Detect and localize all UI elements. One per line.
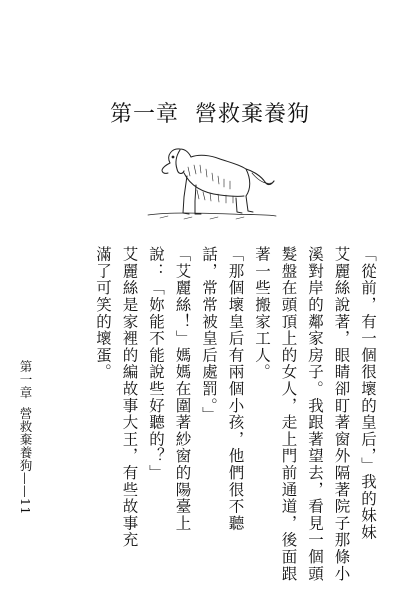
text-column: 髮盤在頭頂上的女人，走上門前通道，後面跟 <box>279 246 298 582</box>
chapter-title: 營救棄養狗 <box>195 102 311 127</box>
chapter-label: 第一章 <box>109 102 179 127</box>
text-column: 溪對岸的鄰家房子。我跟著望去，看見一個頭 <box>306 246 324 582</box>
text-column: 艾麗絲說著，眼睛卻盯著窗外隔著院子那條小 <box>332 246 351 582</box>
text-column: 艾麗絲是家裡的編故事大王，有些故事充 <box>120 246 139 549</box>
dog-illustration <box>140 143 280 228</box>
page-number: 11 <box>18 498 33 515</box>
text-column: 著一些搬家工人。 <box>253 246 271 381</box>
text-column: 話，常常被皇后處罰。」 <box>200 246 218 424</box>
text-column: 說：「妳能不能說些好聽的？」 <box>147 246 165 482</box>
running-head-title: 營救棄養狗 <box>18 407 33 472</box>
text-column: 「艾麗絲！」媽媽在圍著紗窗的陽臺上 <box>173 246 192 532</box>
running-head-chapter: 第一章 <box>18 360 33 399</box>
chapter-heading <box>0 97 420 128</box>
text-column: 滿了可笑的壞蛋。 <box>94 246 112 381</box>
body-text <box>58 246 378 582</box>
text-column: 「從前，有一個很壞的皇后，」我的妹妹 <box>359 246 377 541</box>
text-column: 「那個壞皇后有兩個小孩，他們很不聽 <box>226 246 245 532</box>
running-head-dash: —— <box>18 472 33 498</box>
running-head <box>16 360 37 515</box>
